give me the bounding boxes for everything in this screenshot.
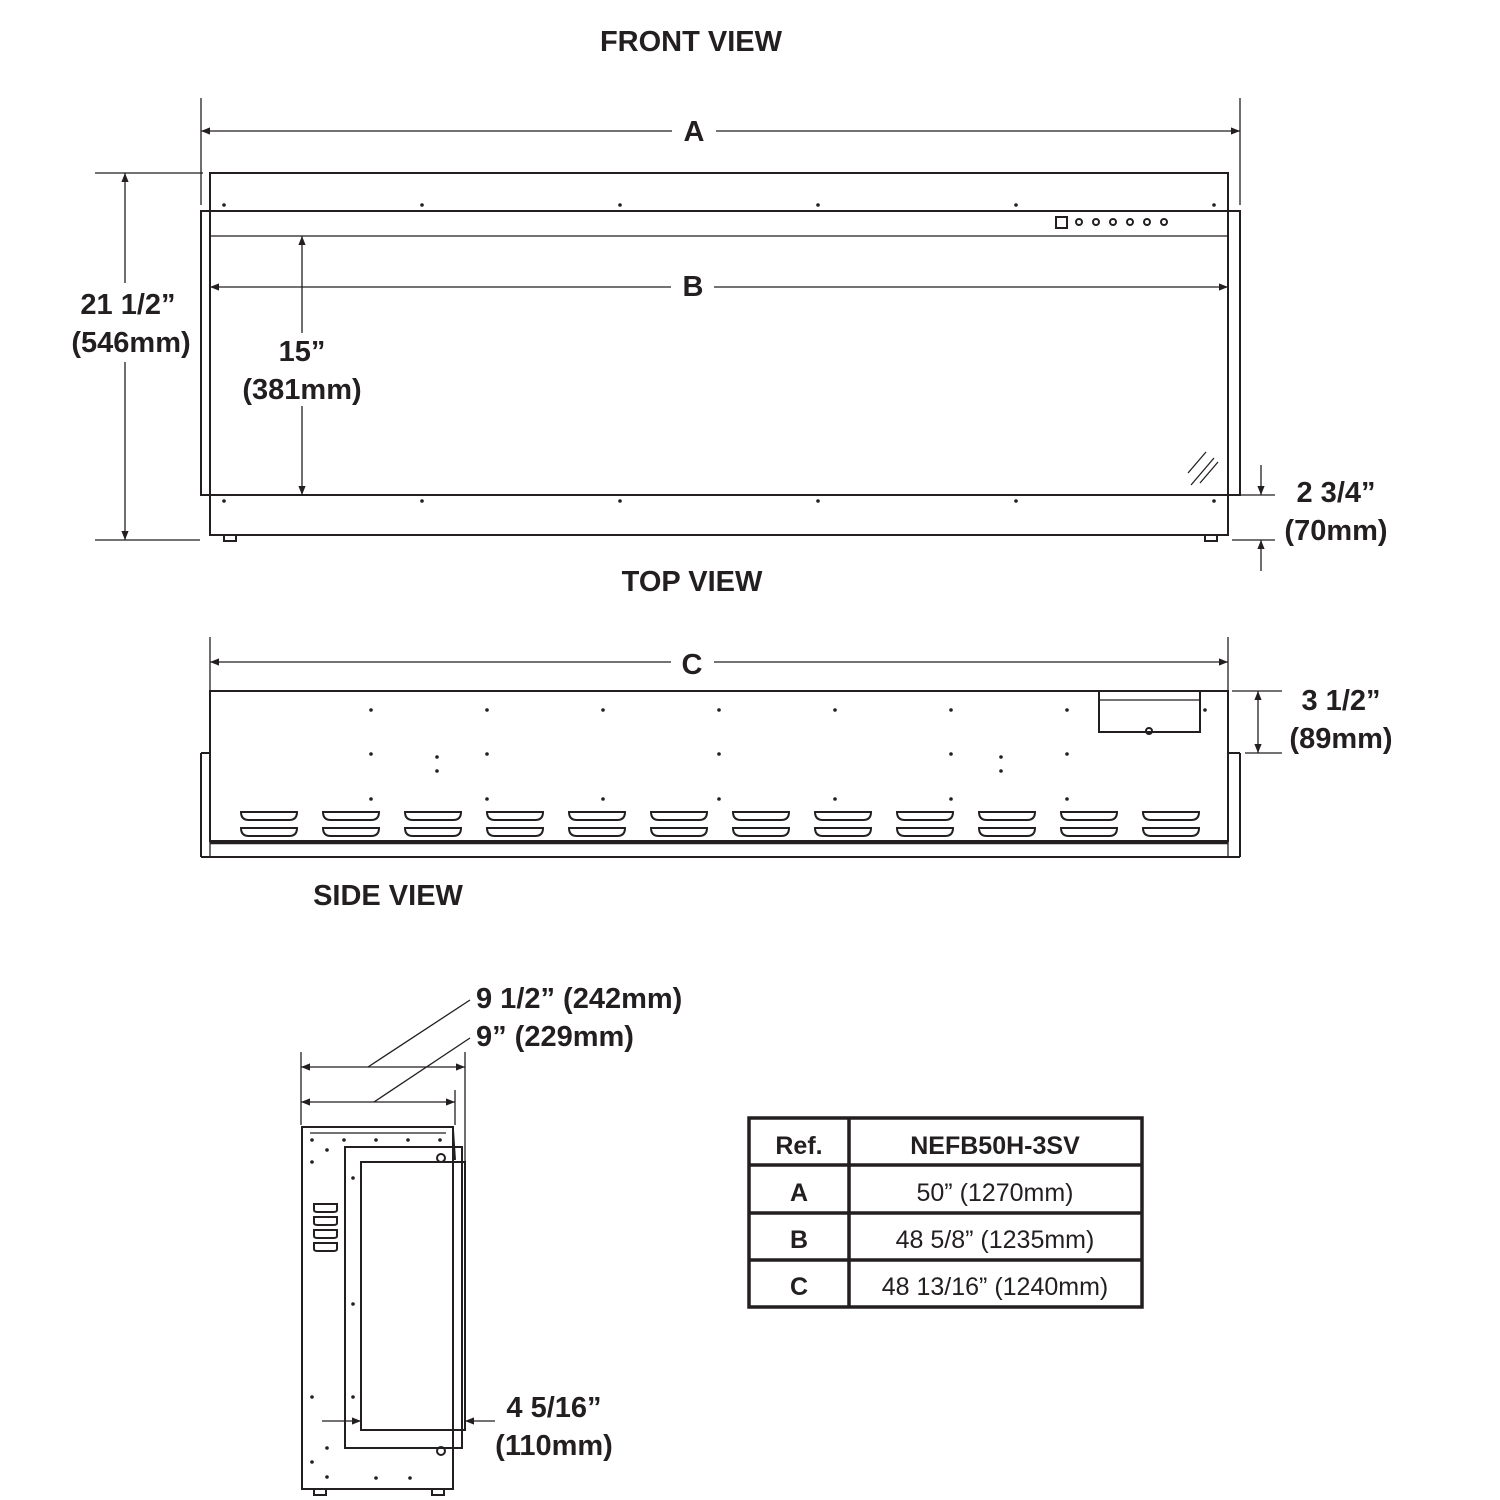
screw-dot bbox=[369, 708, 373, 712]
front-foot-left bbox=[224, 535, 236, 541]
dim-base-in: 2 3/4” bbox=[1296, 477, 1376, 509]
screw-dot bbox=[1065, 797, 1069, 801]
vent-slot bbox=[405, 812, 461, 820]
screw-dot bbox=[438, 1138, 442, 1142]
screw-dot bbox=[222, 203, 226, 207]
vent-slot bbox=[241, 812, 297, 820]
table-row-ref: A bbox=[789, 1179, 809, 1207]
screw-dot bbox=[342, 1138, 346, 1142]
vent-slot bbox=[1061, 812, 1117, 820]
screw-dot bbox=[351, 1395, 355, 1399]
control-button-icon bbox=[1110, 219, 1116, 225]
screw-dot bbox=[1065, 708, 1069, 712]
vent-slot bbox=[405, 828, 461, 836]
screw-dot bbox=[310, 1138, 314, 1142]
screw-dot bbox=[833, 708, 837, 712]
vent-slot bbox=[979, 812, 1035, 820]
screw-dot bbox=[618, 499, 622, 503]
vent-slot bbox=[314, 1204, 337, 1212]
dim-inner-height-in: 15” bbox=[278, 336, 326, 368]
front-bottom-screws bbox=[222, 499, 1216, 503]
screw-dot bbox=[816, 499, 820, 503]
screw-dot bbox=[485, 752, 489, 756]
side-view bbox=[301, 880, 682, 1495]
dim-depth-mm: (89mm) bbox=[1289, 723, 1393, 755]
front-view bbox=[71, 26, 1387, 571]
vent-slot bbox=[314, 1243, 337, 1251]
vent-slot bbox=[569, 812, 625, 820]
top-vents bbox=[241, 812, 1199, 836]
front-top-screws bbox=[222, 203, 1216, 207]
dim-depth-in: 3 1/2” bbox=[1301, 685, 1381, 717]
screw-dot bbox=[618, 203, 622, 207]
dim-recess-in: 4 5/16” bbox=[506, 1392, 602, 1424]
vent-slot bbox=[979, 828, 1035, 836]
screw-dot bbox=[222, 499, 226, 503]
table-row-value: 50” (1270mm) bbox=[916, 1179, 1074, 1207]
top-view-title: TOP VIEW bbox=[621, 566, 763, 598]
dim-base-mm: (70mm) bbox=[1284, 515, 1388, 547]
control-button-icon bbox=[1093, 219, 1099, 225]
front-top-trim bbox=[210, 173, 1228, 211]
screw-dot bbox=[485, 797, 489, 801]
screw-dot bbox=[949, 708, 953, 712]
front-base bbox=[210, 495, 1228, 535]
screw-dot bbox=[435, 755, 439, 759]
screw-dot bbox=[310, 1460, 314, 1464]
screw-dot bbox=[1203, 708, 1207, 712]
vent-slot bbox=[569, 828, 625, 836]
vent-slot bbox=[241, 828, 297, 836]
vent-slot bbox=[323, 828, 379, 836]
screw-dot bbox=[601, 797, 605, 801]
screw-dot bbox=[420, 499, 424, 503]
screw-dot bbox=[374, 1476, 378, 1480]
vent-slot bbox=[323, 812, 379, 820]
screw-dot bbox=[816, 203, 820, 207]
control-buttons bbox=[1076, 219, 1167, 225]
dim-b-label: B bbox=[682, 271, 704, 303]
screw-dot bbox=[406, 1138, 410, 1142]
table-row-value: 48 5/8” (1235mm) bbox=[895, 1226, 1095, 1254]
vent-slot bbox=[815, 812, 871, 820]
screw-dot bbox=[1065, 752, 1069, 756]
control-button-icon bbox=[1076, 219, 1082, 225]
screw-dot bbox=[999, 769, 1003, 773]
vent-slot bbox=[314, 1217, 337, 1225]
screw-dot bbox=[1014, 499, 1018, 503]
dim-inner-height-mm: (381mm) bbox=[242, 374, 362, 406]
table-row-value: 48 13/16” (1240mm) bbox=[881, 1273, 1109, 1301]
electrical-box bbox=[1099, 691, 1200, 732]
screw-dot bbox=[601, 708, 605, 712]
screw-dot bbox=[310, 1395, 314, 1399]
side-body bbox=[302, 1127, 453, 1489]
side-screw-top bbox=[437, 1154, 445, 1162]
dim-outer-depth: 9 1/2” (242mm) bbox=[476, 983, 683, 1015]
side-foot-right bbox=[432, 1489, 444, 1495]
dim-c-label: C bbox=[681, 649, 703, 681]
table-row-ref: B bbox=[789, 1226, 809, 1254]
vent-slot bbox=[733, 812, 789, 820]
screw-dot bbox=[369, 797, 373, 801]
top-view bbox=[201, 566, 1393, 857]
side-vents bbox=[314, 1204, 337, 1251]
screw-dot bbox=[351, 1176, 355, 1180]
screw-dot bbox=[325, 1446, 329, 1450]
side-firebox bbox=[345, 1147, 462, 1448]
front-glass-frame bbox=[201, 211, 1240, 495]
screw-dot bbox=[369, 752, 373, 756]
glass-reflection-mark bbox=[1200, 462, 1218, 483]
dim-outer-depth-leader bbox=[368, 1000, 470, 1067]
screw-dot bbox=[485, 708, 489, 712]
vent-slot bbox=[815, 828, 871, 836]
front-foot-right bbox=[1205, 535, 1217, 541]
table-header-ref: Ref. bbox=[775, 1132, 823, 1160]
screw-dot bbox=[325, 1475, 329, 1479]
vent-slot bbox=[1061, 828, 1117, 836]
dim-recess-mm: (110mm) bbox=[495, 1430, 613, 1462]
vent-slot bbox=[651, 812, 707, 820]
dim-inner-depth: 9” (229mm) bbox=[476, 1021, 634, 1053]
screw-dot bbox=[717, 708, 721, 712]
vent-slot bbox=[897, 812, 953, 820]
vent-slot bbox=[897, 828, 953, 836]
screw-dot bbox=[949, 752, 953, 756]
table-header-model: NEFB50H-3SV bbox=[910, 1132, 1080, 1160]
vent-slot bbox=[733, 828, 789, 836]
screw-dot bbox=[325, 1148, 329, 1152]
side-view-title: SIDE VIEW bbox=[313, 880, 463, 912]
power-button-icon bbox=[1056, 217, 1067, 228]
screw-dot bbox=[1014, 203, 1018, 207]
screw-dot bbox=[717, 797, 721, 801]
control-button-icon bbox=[1144, 219, 1150, 225]
vent-slot bbox=[487, 828, 543, 836]
screw-dot bbox=[833, 797, 837, 801]
side-screws bbox=[310, 1138, 442, 1480]
dimension-table bbox=[749, 1118, 1142, 1307]
screw-dot bbox=[999, 755, 1003, 759]
vent-slot bbox=[1143, 828, 1199, 836]
table-row-ref: C bbox=[789, 1273, 809, 1301]
control-button-icon bbox=[1161, 219, 1167, 225]
side-glass bbox=[361, 1162, 465, 1430]
screw-dot bbox=[717, 752, 721, 756]
dim-height-in: 21 1/2” bbox=[80, 289, 176, 321]
screw-dot bbox=[1212, 203, 1216, 207]
screw-dot bbox=[351, 1302, 355, 1306]
screw-dot bbox=[310, 1160, 314, 1164]
top-body bbox=[210, 691, 1228, 841]
vent-slot bbox=[1143, 812, 1199, 820]
side-foot-left bbox=[314, 1489, 326, 1495]
screw-dot bbox=[1212, 499, 1216, 503]
control-button-icon bbox=[1127, 219, 1133, 225]
front-view-title: FRONT VIEW bbox=[599, 26, 783, 58]
vent-slot bbox=[487, 812, 543, 820]
vent-slot bbox=[651, 828, 707, 836]
screw-dot bbox=[408, 1476, 412, 1480]
screw-dot bbox=[949, 797, 953, 801]
screw-dot bbox=[420, 203, 424, 207]
screw-dot bbox=[374, 1138, 378, 1142]
dim-height-mm: (546mm) bbox=[71, 327, 191, 359]
dim-a-label: A bbox=[683, 116, 705, 148]
screw-dot bbox=[435, 769, 439, 773]
top-screws bbox=[369, 708, 1207, 801]
vent-slot bbox=[314, 1230, 337, 1238]
